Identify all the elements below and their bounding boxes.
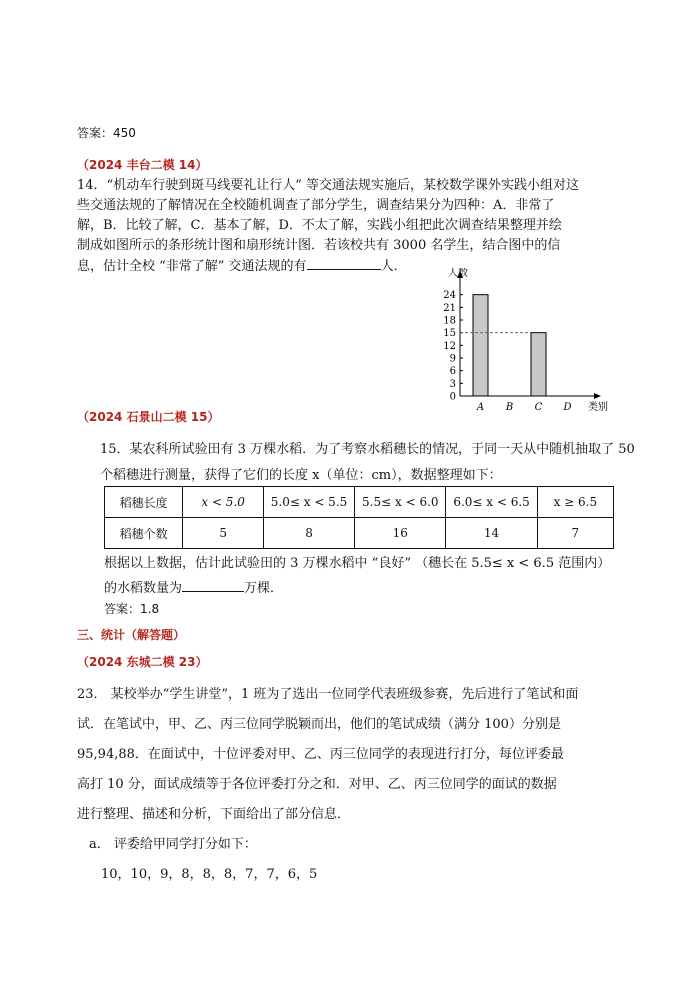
question-14 [77, 176, 579, 277]
x-axis-label: 类别 [588, 402, 608, 413]
table-cell: 7 [537, 518, 613, 549]
q23-line-1: 23． 某校举办“学生讲堂”，1 班为了选出一位同学代表班级参赛，先后进行了笔试和面 [77, 687, 579, 702]
bar-A [473, 295, 488, 396]
y-tick-label: 18 [443, 315, 456, 327]
table-cell: 14 [446, 518, 537, 549]
q14-line-1: 14．“机动车行驶到斑马线要礼让行人” 等交通法规实施后，某校数学课外实践小组对这 [77, 178, 579, 193]
table-cell: 6.0≤ x < 6.5 [446, 487, 537, 518]
answer-blank-14 [307, 256, 381, 270]
y-tick-label: 9 [449, 353, 456, 365]
q14-line-5-text: 息，估计全校 “非常了解” 交通法规的有 [77, 259, 307, 274]
table-cell: 稻穗长度 [105, 487, 183, 518]
q23-item-a: a． 评委给甲同学打分如下： [89, 837, 257, 852]
bar-C [531, 333, 546, 396]
answer-15: 答案：1.8 [104, 602, 160, 616]
y-tick-label: 15 [443, 328, 456, 340]
q15-line-1: 15．某农科所试验田有 3 万棵水稻．为了考察水稻穗长的情况，于同一天从中随机抽取了 50 [100, 442, 635, 457]
table-cell: x < 5.0 [183, 487, 264, 518]
q23-scores: 10，10，9，8，8，8，7，7，6，5 [101, 867, 318, 882]
q14-line-2: 些交通法规的了解情况在全校随机调查了部分学生，调查结果分为四种：A．非常了 [77, 198, 555, 213]
x-tick-label: B [505, 402, 514, 413]
q15-after-2-end: 万棵． [244, 581, 284, 596]
question-15 [100, 437, 635, 489]
answer-blank-15 [182, 578, 244, 592]
q23-line-3: 95,94,88．在面试中，十位评委对甲、乙、丙三位同学的表现进行打分，每位评委最 [77, 747, 564, 762]
y-tick-label: 21 [443, 302, 456, 314]
q14-line-4: 制成如图所示的条形统计图和扇形统计图．若该校共有 3000 名学生，结合图中的信 [77, 238, 561, 253]
y-tick-label: 12 [443, 340, 456, 352]
answer-13: 答案：450 [77, 126, 136, 140]
x-axis-arrow [594, 393, 601, 399]
q23-line-2: 试．在笔试中，甲、乙、丙三位同学脱颖而出，他们的笔试成绩（满分 100）分别是 [77, 717, 561, 732]
x-tick-label: C [534, 402, 543, 413]
table-cell: x ≥ 6.5 [537, 487, 613, 518]
rice-length-table [104, 486, 614, 549]
table-cell: 稻穗个数 [105, 518, 183, 549]
source-label-15: （2024 石景山二模 15） [77, 410, 220, 424]
q15-after-2-text: 的水稻数量为 [104, 581, 183, 596]
x-tick-label: D [563, 402, 572, 413]
q15-after-2 [104, 576, 610, 601]
source-label-14: （2024 丰台二模 14） [77, 158, 208, 172]
section-heading: 三、统计（解答题） [77, 628, 186, 642]
table-row [105, 487, 614, 518]
bar-chart [420, 268, 620, 416]
q23-line-5: 进行整理、描述和分析，下面给出了部分信息． [77, 807, 351, 822]
q15-after-1: 根据以上数据，估计此试验田的 3 万棵水稻中 “良好” （穗长在 5.5≤ x < 6.5 范围内） [104, 556, 611, 571]
y-tick-label: 3 [449, 378, 456, 390]
table-cell: 8 [263, 518, 354, 549]
table-row [105, 518, 614, 549]
table-cell: 5.5≤ x < 6.0 [355, 487, 446, 518]
q23-line-4: 高打 10 分，面试成绩等于各位评委打分之和．对甲、乙、丙三位同学的面试的数据 [77, 777, 557, 792]
table-cell: 5.0≤ x < 5.5 [263, 487, 354, 518]
q14-line-3: 解，B．比较了解，C．基本了解，D．不太了解，实践小组把此次调查结果整理并绘 [77, 218, 562, 233]
question-23 [77, 680, 578, 890]
source-label-23: （2024 东城二模 23） [77, 655, 208, 669]
x-tick-label: A [476, 402, 485, 413]
y-tick-label: 6 [449, 366, 456, 378]
q15-conclusion [104, 551, 610, 601]
table-cell: 5 [183, 518, 264, 549]
y-tick-label: 0 [449, 391, 456, 403]
table-cell: 16 [355, 518, 446, 549]
q14-line-5-end: 人． [380, 259, 407, 274]
y-tick-label: 24 [443, 290, 456, 302]
q15-line-2: 个稻穗进行测量，获得了它们的长度 x（单位：cm），数据整理如下： [100, 468, 502, 483]
y-axis-label: 人数 [448, 268, 468, 279]
